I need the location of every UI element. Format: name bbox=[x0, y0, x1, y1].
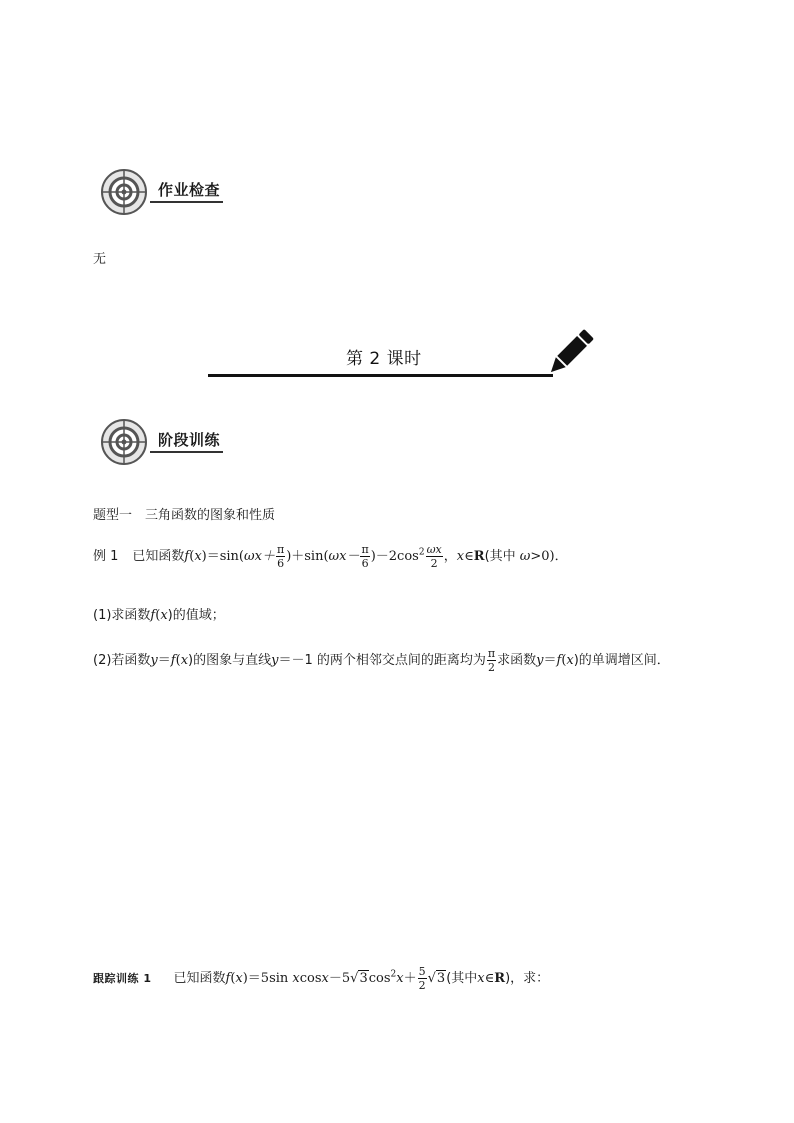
section-underline bbox=[150, 451, 223, 453]
fraction-5-over-2: $\frac{5}{2}$ bbox=[418, 965, 426, 992]
fraction-pi-over-6: $\frac{\pi}{6}$ bbox=[276, 543, 285, 570]
target-icon bbox=[100, 168, 150, 216]
sqrt-3: √3 bbox=[427, 971, 446, 986]
lesson-underline bbox=[208, 374, 553, 377]
pencil-icon bbox=[546, 326, 594, 380]
lesson-title: 第 2 课时 bbox=[346, 349, 422, 369]
homework-text: 无 bbox=[93, 252, 107, 267]
section-underline bbox=[150, 201, 223, 203]
question-1: (1)求函数f(x)的值域； bbox=[93, 608, 225, 623]
section-title: 阶段训练 bbox=[158, 431, 221, 449]
section-header-stage-training bbox=[100, 418, 230, 466]
tracking-exercise-1: 跟踪训练 1 已知函数f(x)＝5sin $xcosx-5√3\cos^2x+$ $\frac{5}{2}$ √3(其中x∈R)，求： bbox=[93, 965, 550, 992]
fraction-omega-x-over-2: $\frac{\omega x}{2}$ bbox=[426, 543, 442, 570]
tracking-label: 跟踪训练 1 bbox=[93, 972, 152, 985]
fraction-pi-over-6: $\frac{\pi}{6}$ bbox=[361, 543, 369, 570]
topic-heading: 题型一 三角函数的图象和性质 bbox=[93, 508, 276, 523]
sqrt-3: √3 bbox=[350, 971, 368, 986]
fraction-pi-over-2: $\frac{\pi}{2}$ bbox=[487, 647, 496, 674]
target-icon bbox=[100, 418, 150, 466]
example-1: 例 1 已知函数f(x)＝sin(ωx＋ $\frac{\pi}{6}$ )＋sin(ωx－ $\frac{\pi}{6}$ )$-2\cos^2$ $\frac{\omega x}{2}$ ，x∈R(其中 ω>0)． bbox=[93, 543, 568, 570]
section-title: 作业检查 bbox=[158, 181, 221, 199]
example-label: 例 1 bbox=[93, 549, 119, 564]
section-header-homework-check bbox=[100, 168, 230, 216]
question-2: (2)若函数y＝f(x)的图象与直线y＝－1 的两个相邻交点间的距离均为 $\frac{\pi}{2}$ 求函数y＝f(x)的单调增区间． bbox=[93, 647, 670, 674]
lesson-header bbox=[208, 320, 600, 384]
